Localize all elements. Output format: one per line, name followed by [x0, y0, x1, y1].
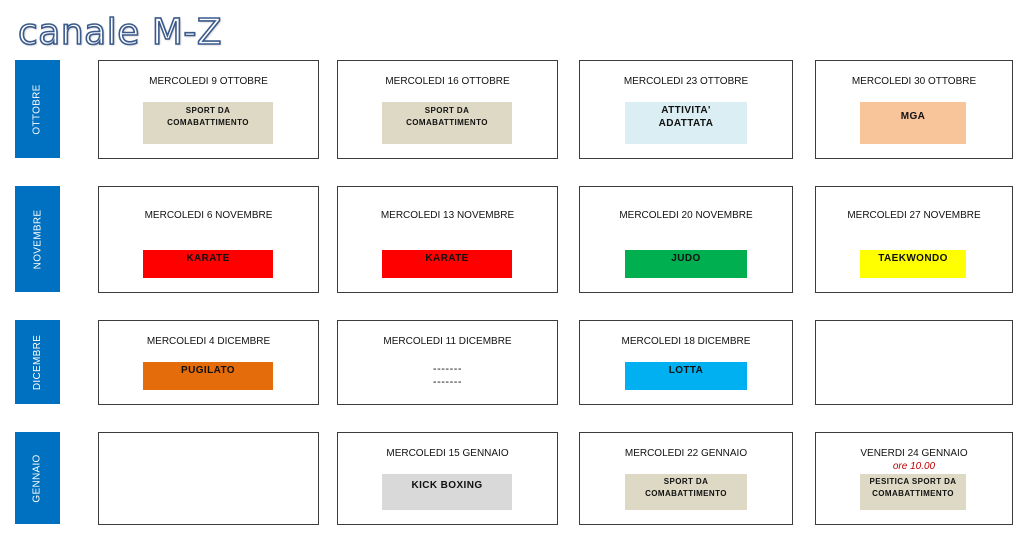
calendar-cell: [815, 60, 1013, 159]
calendar-cell: [337, 60, 558, 159]
calendar-cell: [98, 60, 319, 159]
activity-badge: [143, 362, 273, 390]
activity-label: COMABATTIMENTO: [645, 489, 727, 498]
month-label-gennaio: GENNAIO: [15, 432, 60, 524]
activity-label: PESITICA SPORT DA: [869, 477, 957, 486]
activity-badge: [143, 250, 273, 278]
activity-label: ADATTATA: [658, 118, 714, 129]
event-date: MERCOLEDI 15 GENNAIO: [386, 448, 509, 459]
event-date: MERCOLEDI 20 NOVEMBRE: [619, 210, 753, 221]
activity-label: LOTTA: [668, 365, 704, 376]
activity-badge: [143, 102, 273, 144]
activity-label: SPORT DA: [185, 106, 231, 115]
event-date: MERCOLEDI 9 OTTOBRE: [149, 76, 268, 87]
event-date: MERCOLEDI 6 NOVEMBRE: [144, 210, 273, 221]
activity-label: KARATE: [425, 253, 469, 264]
event-date: MERCOLEDI 18 DICEMBRE: [621, 336, 751, 347]
activity-badge: [382, 102, 512, 144]
calendar-cell: [337, 432, 558, 525]
calendar-cell: [815, 432, 1013, 525]
calendar-cell: [337, 186, 558, 293]
event-date: VENERDI 24 GENNAIO: [860, 448, 968, 459]
activity-label: TAEKWONDO: [878, 253, 948, 264]
calendar-cell: [337, 320, 558, 405]
calendar-cell: [579, 60, 793, 159]
calendar-cell: [98, 186, 319, 293]
activity-label: KICK BOXING: [411, 480, 483, 491]
activity-label: KARATE: [186, 253, 230, 264]
activity-badge: [860, 474, 966, 510]
activity-label: COMABATTIMENTO: [872, 489, 954, 498]
activity-label: JUDO: [671, 253, 701, 264]
month-label-novembre: NOVEMBRE: [15, 186, 60, 292]
activity-label: COMABATTIMENTO: [406, 118, 488, 127]
month-label-ottobre: OTTOBRE: [15, 60, 60, 158]
page-title: canale M-Z: [18, 12, 223, 53]
activity-badge: [382, 474, 512, 510]
month-label-dicembre: DICEMBRE: [15, 320, 60, 404]
calendar-cell: [815, 186, 1013, 293]
activity-badge: [382, 250, 512, 278]
event-date: MERCOLEDI 23 OTTOBRE: [623, 76, 749, 87]
event-date: MERCOLEDI 27 NOVEMBRE: [847, 210, 981, 221]
calendar-cell: [98, 320, 319, 405]
calendar-cell-empty: [98, 432, 319, 525]
activity-label: SPORT DA: [424, 106, 470, 115]
event-date: MERCOLEDI 11 DICEMBRE: [383, 336, 512, 347]
activity-label: COMABATTIMENTO: [167, 118, 249, 127]
placeholder-dashes: -------: [432, 376, 463, 388]
calendar-cell: [579, 320, 793, 405]
event-date: MERCOLEDI 22 GENNAIO: [624, 448, 748, 459]
calendar-cell: [579, 186, 793, 293]
activity-label: PUGILATO: [181, 365, 235, 376]
event-date: MERCOLEDI 4 DICEMBRE: [146, 336, 271, 347]
activity-badge: [625, 102, 747, 144]
activity-badge: [625, 362, 747, 390]
activity-badge: [860, 102, 966, 144]
activity-label: SPORT DA: [663, 477, 709, 486]
activity-badge: [625, 474, 747, 510]
calendar-cell: [579, 432, 793, 525]
placeholder-dashes: -------: [432, 363, 463, 375]
event-date: MERCOLEDI 16 OTTOBRE: [385, 76, 510, 87]
event-date: MERCOLEDI 30 OTTOBRE: [851, 76, 977, 87]
activity-label: ATTIVITA': [661, 105, 711, 116]
activity-label: MGA: [900, 111, 926, 122]
time-note: ore 10.00: [892, 461, 936, 472]
activity-badge: [860, 250, 966, 278]
calendar-cell-empty: [815, 320, 1013, 405]
event-date: MERCOLEDI 13 NOVEMBRE: [380, 210, 515, 221]
activity-badge: [625, 250, 747, 278]
